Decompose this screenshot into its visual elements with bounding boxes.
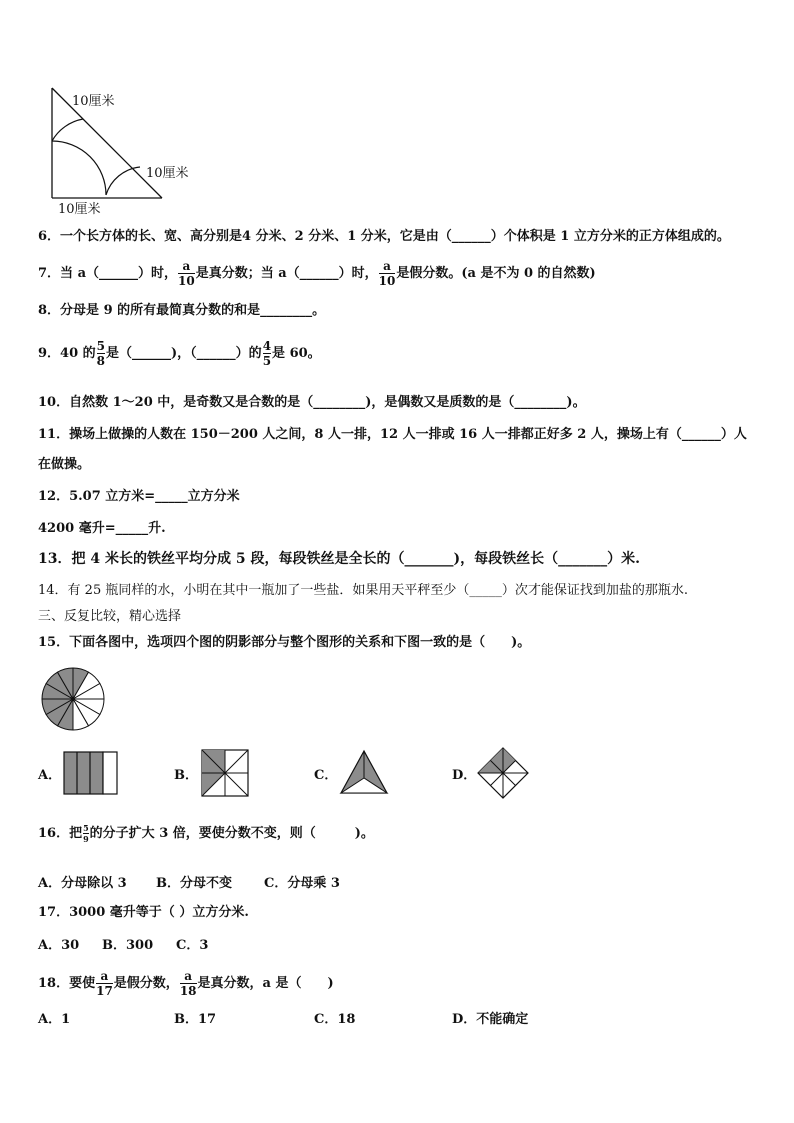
q17-option-b[interactable]: B．300: [102, 938, 154, 953]
question-17: 17．3000 毫升等于（ ）立方分米.: [38, 905, 249, 920]
q16-prefix: 16．把: [38, 826, 83, 841]
reference-pie-figure: [40, 666, 106, 732]
option-a-figure[interactable]: [62, 750, 120, 796]
q7-prefix: 7．当 a（______）时，: [38, 266, 177, 281]
q16-option-c[interactable]: C．分母乘 3: [264, 876, 340, 891]
question-7: [38, 260, 596, 287]
q7-fraction-2: $\frac{a}{10}$: [378, 259, 396, 288]
triangle-label-right: 10厘米: [146, 166, 189, 181]
q15-option-d-label[interactable]: D．: [452, 768, 477, 783]
q17-option-a[interactable]: A．30: [38, 938, 80, 953]
question-12-line-2: 4200 毫升=_____升.: [38, 521, 166, 536]
question-11-line-1: 11．操场上做操的人数在 150－200 人之间，8 人一排，12 人一排或 16 人一排都正好多 2 人，操场上有（______）人: [38, 427, 747, 442]
q9-mid: 是（______)，（______）的: [106, 346, 262, 361]
q9-fraction-2: $\frac{4}{5}$: [262, 339, 272, 368]
triangle-label-top: 10厘米: [72, 94, 115, 109]
q18-prefix: 18．要使: [38, 976, 96, 991]
q16-option-b[interactable]: B．分母不变: [156, 876, 232, 891]
question-8: 8．分母是 9 的所有最简真分数的和是________。: [38, 303, 326, 318]
question-10: 10．自然数 1～20 中，是奇数又是合数的是（________)，是偶数又是质数的是（________)。: [38, 395, 586, 410]
q16-option-a[interactable]: A．分母除以 3: [38, 876, 127, 891]
option-b-figure[interactable]: [200, 748, 250, 798]
q9-fraction-1: $\frac{5}{8}$: [96, 339, 106, 368]
q18-option-c[interactable]: C．18: [314, 1012, 356, 1027]
question-14: 14．有 25 瓶同样的水，小明在其中一瓶加了一些盐．如果用天平秤至少（_____）次才能保证找到加盐的那瓶水.: [38, 583, 688, 598]
question-11-line-2: 在做操。: [38, 457, 91, 472]
q18-fraction-1: $\frac{a}{17}$: [96, 969, 113, 998]
q9-suffix: 是 60。: [272, 346, 321, 361]
section-3-heading: 三、反复比较，精心选择: [38, 609, 182, 624]
q7-mid: 是真分数；当 a（______）时，: [195, 266, 378, 281]
question-12-line-1: 12．5.07 立方米=_____立方分米: [38, 489, 240, 504]
q18-mid: 是假分数，: [113, 976, 179, 991]
q18-suffix: 是真分数，a 是（ ): [197, 976, 334, 991]
q15-option-b-label[interactable]: B．: [174, 768, 198, 783]
question-6: 6．一个长方体的长、宽、高分别是4 分米、2 分米、1 分米，它是由（______）个体积是 1 立方分米的正方体组成的。: [38, 229, 730, 244]
q18-option-b[interactable]: B．17: [174, 1012, 217, 1027]
q18-option-d[interactable]: D．不能确定: [452, 1012, 529, 1027]
q7-fraction-1: $\frac{a}{10}$: [178, 259, 195, 288]
q16-fraction: $\frac{5}{9}$: [83, 823, 89, 844]
triangle-label-bottom: 10厘米: [58, 202, 101, 217]
q16-suffix: 的分子扩大 3 倍，要使分数不变，则（ )。: [89, 826, 374, 841]
q9-prefix: 9．40 的: [38, 346, 96, 361]
q7-suffix: 是假分数。(a 是不为 0 的自然数): [396, 266, 596, 281]
question-9: [38, 340, 321, 367]
question-16: [38, 824, 374, 843]
q17-option-c[interactable]: C．3: [176, 938, 209, 953]
q15-option-a-label[interactable]: A．: [38, 768, 62, 783]
question-13: 13．把 4 米长的铁丝平均分成 5 段，每段铁丝是全长的（_______)，每段铁丝长（_______）米.: [38, 551, 640, 567]
q18-option-a[interactable]: A．1: [38, 1012, 71, 1027]
question-15: 15．下面各图中，选项四个图的阴影部分与整个图形的关系和下图一致的是（ )。: [38, 635, 531, 650]
option-d-figure[interactable]: [476, 746, 530, 800]
q15-option-c-label[interactable]: C．: [314, 768, 338, 783]
q18-fraction-2: $\frac{a}{18}$: [179, 969, 197, 998]
option-c-figure[interactable]: [338, 748, 390, 796]
triangle-figure: [40, 85, 200, 210]
question-18: [38, 970, 334, 997]
